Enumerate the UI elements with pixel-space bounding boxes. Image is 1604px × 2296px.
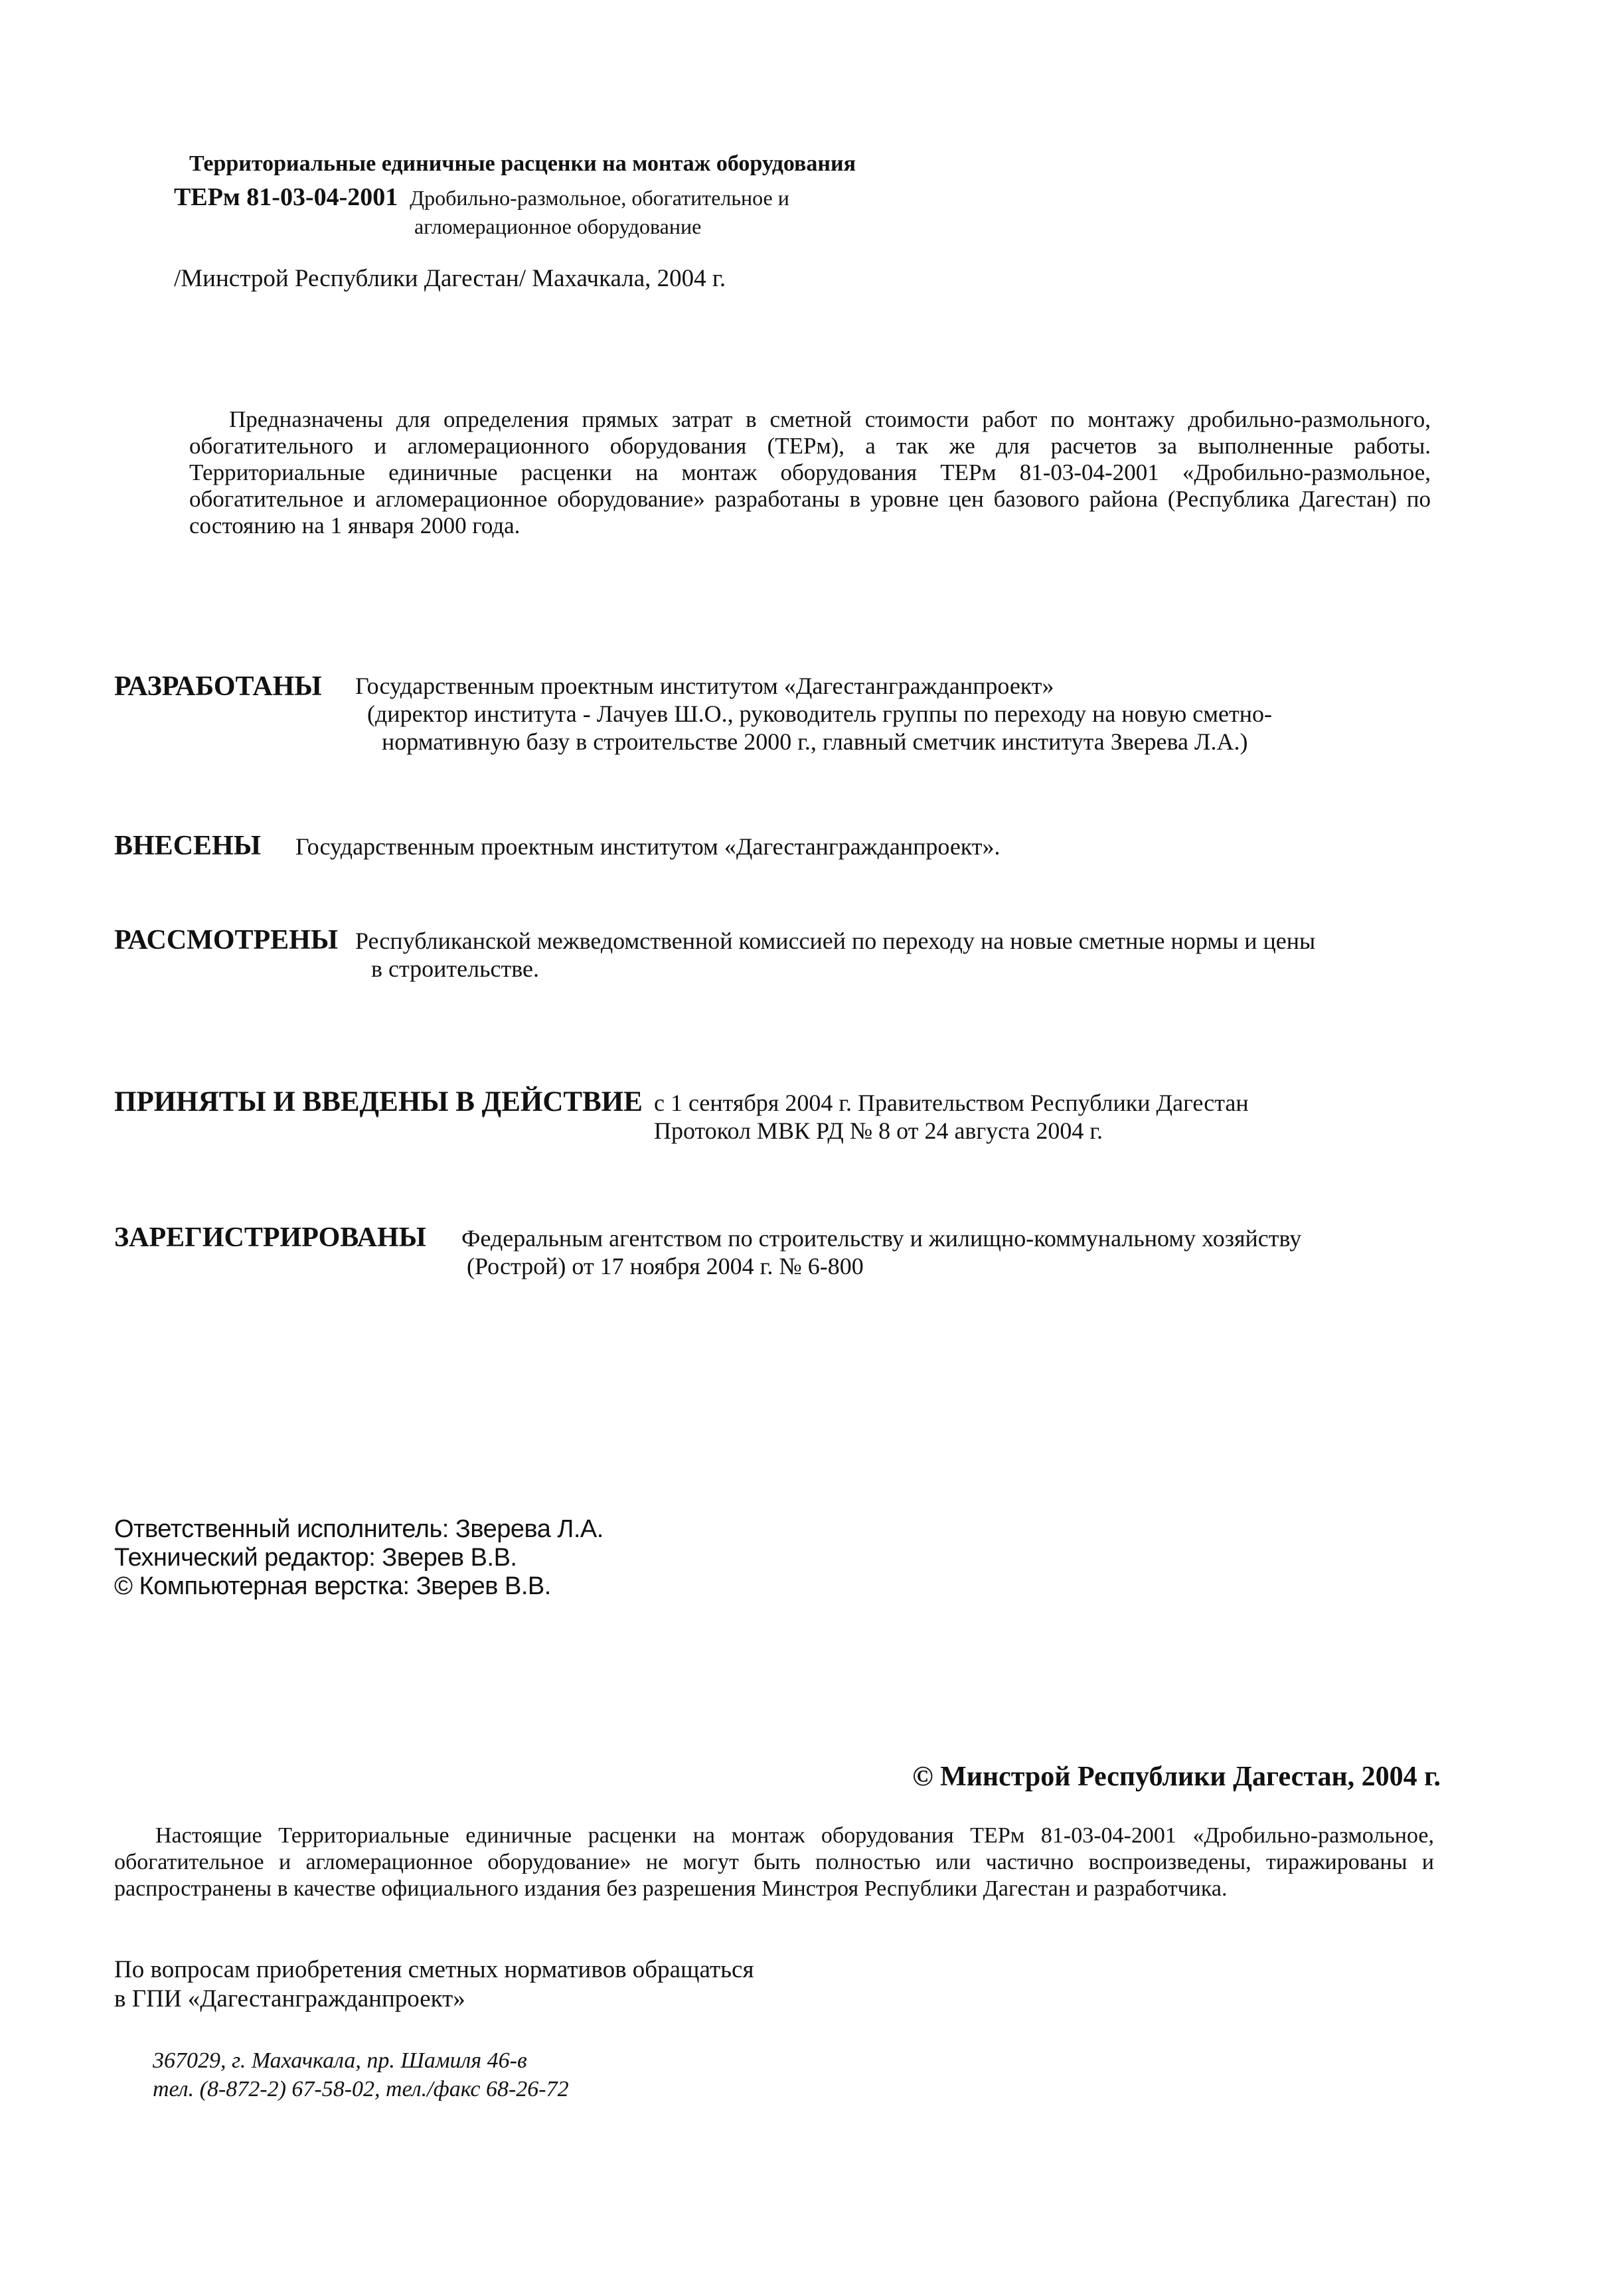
developed-text — [355, 672, 1378, 756]
document-code: ТЕРм 81-03-04-2001 — [174, 183, 398, 211]
reviewed-text — [355, 927, 1417, 983]
developed-line2: (директор института - Лачуев Ш.О., руководитель группы по переходу на новую сметно- — [367, 700, 1273, 727]
developed-line1: Государственным проектным институтом «Дагестангражданпроект» — [355, 673, 1054, 699]
reviewed-line1: Республиканской межведомственной комиссией по переходу на новые сметные нормы и цены — [355, 928, 1316, 954]
submitted-label: ВНЕСЕНЫ — [114, 831, 261, 861]
registered-text — [461, 1224, 1550, 1280]
registered-label: ЗАРЕГИСТРИРОВАНЫ — [114, 1222, 426, 1253]
developed-label: РАЗРАБОТАНЫ — [114, 671, 322, 702]
staff-credits — [114, 1515, 603, 1601]
developed-line3: нормативную базу в строительстве 2000 г., главный сметчик института Зверева Л.А.) — [382, 728, 1248, 755]
registered-line1: Федеральным агентством по строительству и жилищно-коммунальному хозяйству — [461, 1225, 1302, 1252]
contact-line1: По вопросам приобретения сметных нормативов обращаться — [114, 1956, 754, 1983]
intro-paragraph — [189, 406, 1431, 539]
adopted-line1: с 1 сентября 2004 г. Правительством Республики Дагестан — [654, 1090, 1249, 1116]
copyright-notice — [114, 1823, 1434, 1902]
document-subtitle-line2: агломерационное оборудование — [414, 214, 702, 238]
reviewed-line2: в строительстве. — [371, 955, 539, 982]
document-code-line — [174, 183, 789, 212]
contact-info — [114, 1955, 754, 2014]
copyright-heading: © Минстрой Республики Дагестан, 2004 г. — [912, 1762, 1441, 1792]
intro-text: Предназначены для определения прямых затрат в сметной стоимости работ по монтажу дробильно-размольного, обогатительного и агломерационного оборудования (ТЕРм), а так же для расчетов за выполненные работы. Территориальные единичные расценки на монтаж оборудования ТЕРм 81-03-04-2001 «Дробильно-размольное, обогатительное и агломерационное оборудование» разработаны в уровне цен базового района (Республика Дагестан) по состоянию на 1 января 2000 года. — [189, 406, 1431, 538]
contact-line2: в ГПИ «Дагестангражданпроект» — [114, 1985, 465, 2012]
submitted-text: Государственным проектным институтом «Дагестангражданпроект». — [295, 833, 1001, 860]
address-block — [153, 2046, 569, 2103]
adopted-label: ПРИНЯТЫ И ВВЕДЕНЫ В ДЕЙСТВИЕ — [114, 1086, 643, 1117]
technical-editor: Технический редактор: Зверев В.В. — [114, 1544, 517, 1572]
publisher-line: /Минстрой Республики Дагестан/ Махачкала, 2004 г. — [174, 265, 726, 292]
phone-numbers: тел. (8-872-2) 67-58-02, тел./факс 68-26-72 — [153, 2077, 569, 2101]
postal-address: 367029, г. Махачкала, пр. Шамиля 46-в — [153, 2048, 527, 2073]
responsible-executor: Ответственный исполнитель: Зверева Л.А. — [114, 1515, 603, 1543]
layout-credit: © Компьютерная верстка: Зверев В.В. — [114, 1572, 551, 1600]
document-title: Территориальные единичные расценки на монтаж оборудования — [189, 151, 856, 176]
adopted-line2: Протокол МВК РД № 8 от 24 августа 2004 г. — [654, 1117, 1103, 1144]
notice-text: Настоящие Территориальные единичные расценки на монтаж оборудования ТЕРм 81-03-04-2001 «Дробильно-размольное, обогатительное и агломерационное оборудование» не могут быть полностью или частично воспроизведены, тиражированы и распространены в качестве официального издания без разрешения Минстроя Республики Дагестан и разработчика. — [114, 1823, 1434, 1901]
reviewed-label: РАССМОТРЕНЫ — [114, 925, 339, 955]
registered-line2: (Рострой) от 17 ноября 2004 г. № 6-800 — [467, 1253, 864, 1279]
document-subtitle-line1: Дробильно-размольное, обогатительное и — [410, 186, 789, 210]
adopted-text — [654, 1089, 1517, 1145]
